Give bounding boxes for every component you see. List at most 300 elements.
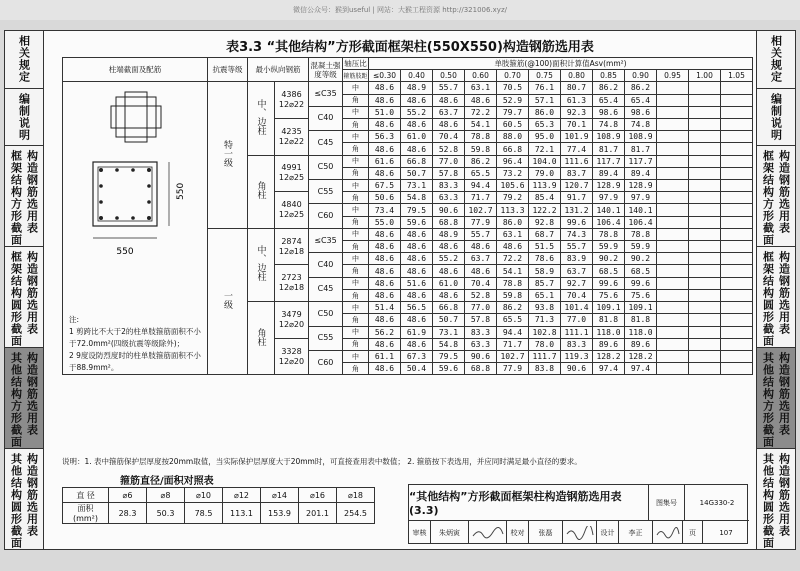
area-value <box>721 155 753 167</box>
area-value <box>689 277 721 289</box>
concrete-grade: C50 <box>309 302 343 326</box>
area-value: 90.2 <box>625 253 657 265</box>
area-value <box>689 363 721 375</box>
stirrup-area-header: 单肢箍筋(@100)面积计算值Asv(mm²) <box>369 58 753 70</box>
area-value: 48.9 <box>401 82 433 94</box>
table-title: 表3.3 “其他结构”方形截面框架柱(550X550)构造钢筋选用表 <box>226 40 594 55</box>
area-value: 48.6 <box>433 118 465 130</box>
bar-area: 153.9 <box>261 503 299 524</box>
area-value: 67.3 <box>401 350 433 362</box>
area-value: 65.5 <box>497 314 529 326</box>
area-value: 55.7 <box>465 228 497 240</box>
position-mark: 中 <box>343 106 369 118</box>
position-mark: 中 <box>343 131 369 143</box>
area-value <box>689 216 721 228</box>
area-value: 48.6 <box>433 289 465 301</box>
position-mark: 角 <box>343 289 369 301</box>
area-value <box>689 314 721 326</box>
area-value <box>721 241 753 253</box>
section-sublabel: 构造钢筋选用表 <box>777 352 791 436</box>
area-value: 89.4 <box>625 167 657 179</box>
area-value: 101.9 <box>561 131 593 143</box>
area-value: 102.8 <box>529 326 561 338</box>
area-value: 50.4 <box>401 363 433 375</box>
area-value: 59.8 <box>497 289 529 301</box>
review-name: 朱炳寅 <box>431 521 469 544</box>
area-value: 92.8 <box>529 216 561 228</box>
area-value: 63.1 <box>465 82 497 94</box>
area-value <box>689 228 721 240</box>
area-value <box>721 167 753 179</box>
section-sublabel: 构造钢筋选用表 <box>25 453 39 537</box>
area-value: 70.4 <box>433 131 465 143</box>
area-value <box>689 241 721 253</box>
area-value <box>689 155 721 167</box>
min-bars-header: 最小纵向钢筋 <box>248 58 309 82</box>
area-value: 48.6 <box>401 338 433 350</box>
area-value <box>657 253 689 265</box>
area-value: 97.4 <box>593 363 625 375</box>
design-label: 设计 <box>597 521 619 544</box>
area-value: 48.6 <box>401 241 433 253</box>
area-value: 77.0 <box>433 155 465 167</box>
area-value: 68.5 <box>593 265 625 277</box>
section-sublabel: 构造钢筋选用表 <box>25 352 39 436</box>
area-value: 94.4 <box>465 180 497 192</box>
area-value: 105.6 <box>497 180 529 192</box>
position-mark: 角 <box>343 363 369 375</box>
area-value <box>657 155 689 167</box>
area-value <box>721 289 753 301</box>
area-value: 131.2 <box>561 204 593 216</box>
area-value: 57.8 <box>433 167 465 179</box>
area-value <box>689 338 721 350</box>
area-value <box>721 118 753 130</box>
area-value <box>689 94 721 106</box>
review-signature <box>469 521 507 544</box>
area-value: 78.6 <box>529 253 561 265</box>
area-value: 54.1 <box>497 265 529 277</box>
area-value: 86.2 <box>593 82 625 94</box>
area-value <box>721 277 753 289</box>
position-mark: 中 <box>343 180 369 192</box>
section-label: 框架结构方形截面 <box>9 150 23 246</box>
area-value: 48.6 <box>465 265 497 277</box>
position-mark: 角 <box>343 265 369 277</box>
sidebar-right-section-0[interactable] <box>757 31 795 89</box>
area-value: 80.7 <box>561 82 593 94</box>
area-value: 86.0 <box>497 216 529 228</box>
area-value: 56.2 <box>369 326 401 338</box>
page-label: 页 <box>683 521 703 544</box>
area-value: 48.6 <box>401 253 433 265</box>
area-value: 55.2 <box>433 253 465 265</box>
section-sublabel: 构造钢筋选用表 <box>777 150 791 234</box>
bar-area: 254.5 <box>337 503 375 524</box>
area-value: 52.8 <box>465 289 497 301</box>
area-value <box>721 326 753 338</box>
position-mark: 中 <box>343 82 369 94</box>
section-label: 框架结构圆形截面 <box>761 251 775 347</box>
area-value: 50.7 <box>401 167 433 179</box>
position-mark: 角 <box>343 94 369 106</box>
area-value: 73.2 <box>497 167 529 179</box>
sidebar-right-section-2[interactable] <box>757 146 795 247</box>
area-value <box>657 338 689 350</box>
area-value: 66.8 <box>497 143 529 155</box>
area-value <box>721 94 753 106</box>
section-sublabel: 构造钢筋选用表 <box>777 453 791 537</box>
section-sublabel: 构造钢筋选用表 <box>777 251 791 335</box>
area-value: 92.7 <box>561 277 593 289</box>
min-bar-spec: 3479 12⌀20 <box>275 302 309 339</box>
area-value: 56.5 <box>401 302 433 314</box>
bar-area: 78.5 <box>185 503 223 524</box>
area-value: 79.5 <box>433 350 465 362</box>
area-value: 66.8 <box>433 302 465 314</box>
area-value: 99.6 <box>625 277 657 289</box>
concrete-grade: C55 <box>309 180 343 204</box>
area-value: 48.6 <box>401 118 433 130</box>
area-value: 99.6 <box>561 216 593 228</box>
area-value: 59.6 <box>433 363 465 375</box>
area-value: 48.6 <box>369 277 401 289</box>
area-value <box>657 228 689 240</box>
area-value: 74.3 <box>561 228 593 240</box>
area-value: 51.0 <box>369 106 401 118</box>
area-value: 77.0 <box>465 302 497 314</box>
bar-area: 201.1 <box>299 503 337 524</box>
bar-table-title: 箍筋直径/面积对照表 <box>120 476 214 487</box>
area-value: 98.6 <box>593 106 625 118</box>
height-dimension: 550 <box>176 183 186 201</box>
area-value <box>689 204 721 216</box>
ratio-header: 1.00 <box>689 70 721 82</box>
area-value <box>721 350 753 362</box>
area-value: 48.6 <box>369 314 401 326</box>
area-value: 79.7 <box>497 106 529 118</box>
area-value: 78.8 <box>625 228 657 240</box>
area-value: 48.6 <box>369 167 401 179</box>
area-value: 78.8 <box>593 228 625 240</box>
note-line: 2 9度设防烈度时的柱单肢箍筋面积不小于88.9mm²。 <box>69 351 201 373</box>
stirrup-detail-icon <box>111 92 161 142</box>
area-value: 128.9 <box>593 180 625 192</box>
area-value: 106.4 <box>625 216 657 228</box>
section-header: 柱端截面及配筋 <box>63 58 208 82</box>
seismic-grade: 一级 <box>208 228 248 375</box>
area-value: 68.8 <box>433 216 465 228</box>
min-bar-spec: 2874 12⌀18 <box>275 228 309 265</box>
sidebar-right-section-3[interactable] <box>757 247 795 348</box>
area-value: 51.4 <box>369 302 401 314</box>
area-value: 74.8 <box>593 118 625 130</box>
area-value <box>721 302 753 314</box>
area-value: 59.6 <box>401 216 433 228</box>
area-value <box>689 253 721 265</box>
bar-area-label: 面积(mm²) <box>63 503 109 524</box>
area-value: 83.3 <box>433 180 465 192</box>
area-value: 51.5 <box>529 241 561 253</box>
section-sublabel: 构造钢筋选用表 <box>25 150 39 234</box>
area-value: 89.6 <box>593 338 625 350</box>
area-value <box>721 265 753 277</box>
area-value: 88.0 <box>497 131 529 143</box>
area-value: 65.4 <box>593 94 625 106</box>
area-value: 118.0 <box>625 326 657 338</box>
ratio-header: 0.70 <box>497 70 529 82</box>
area-value: 57.1 <box>529 94 561 106</box>
area-value: 66.8 <box>401 155 433 167</box>
area-value: 93.8 <box>529 302 561 314</box>
area-value: 128.9 <box>625 180 657 192</box>
area-value: 48.6 <box>369 363 401 375</box>
area-value: 77.0 <box>561 314 593 326</box>
area-value: 63.7 <box>433 106 465 118</box>
area-value: 60.5 <box>497 118 529 130</box>
area-value <box>657 289 689 301</box>
area-value: 86.2 <box>465 155 497 167</box>
area-value: 122.2 <box>529 204 561 216</box>
area-value: 111.6 <box>561 155 593 167</box>
ratio-header: 1.05 <box>721 70 753 82</box>
position-mark: 中 <box>343 228 369 240</box>
concrete-grade: ≤C35 <box>309 82 343 106</box>
area-value: 48.6 <box>369 253 401 265</box>
column-position: 角柱 <box>248 155 275 228</box>
position-mark: 角 <box>343 314 369 326</box>
area-value: 63.7 <box>465 253 497 265</box>
area-value: 101.4 <box>561 302 593 314</box>
area-value: 65.5 <box>465 167 497 179</box>
area-value: 48.6 <box>369 338 401 350</box>
area-value: 51.6 <box>401 277 433 289</box>
area-value: 79.0 <box>529 167 561 179</box>
area-value <box>657 82 689 94</box>
area-value <box>657 118 689 130</box>
area-value: 48.6 <box>433 241 465 253</box>
ratio-header: 0.85 <box>593 70 625 82</box>
area-value: 68.7 <box>529 228 561 240</box>
area-value: 79.5 <box>401 204 433 216</box>
watermark-bar: 微信公众号：猴到useful | 网站：大猴工程资源 http://321006.xyz/ <box>0 0 800 20</box>
signature-scribble-icon <box>655 526 681 540</box>
area-value <box>721 314 753 326</box>
area-value: 63.3 <box>433 192 465 204</box>
area-value: 81.8 <box>593 314 625 326</box>
bar-diameter: ⌀16 <box>299 488 337 503</box>
area-value: 67.5 <box>369 180 401 192</box>
area-value: 118.0 <box>593 326 625 338</box>
area-value: 48.6 <box>369 118 401 130</box>
area-value: 128.2 <box>625 350 657 362</box>
area-value <box>657 106 689 118</box>
check-signature <box>563 521 597 544</box>
axial-header: 轴压比 <box>344 59 367 69</box>
area-value: 48.6 <box>465 241 497 253</box>
area-value <box>721 253 753 265</box>
area-value: 73.1 <box>433 326 465 338</box>
area-value: 55.7 <box>561 241 593 253</box>
area-value: 94.4 <box>497 326 529 338</box>
sidebar-right-section-5[interactable] <box>757 449 795 549</box>
design-name: 李正 <box>619 521 653 544</box>
area-value: 52.9 <box>497 94 529 106</box>
area-value: 119.3 <box>561 350 593 362</box>
area-value: 77.9 <box>497 363 529 375</box>
area-value: 48.6 <box>369 289 401 301</box>
area-value: 72.1 <box>529 143 561 155</box>
area-value: 85.4 <box>529 192 561 204</box>
area-value: 55.0 <box>369 216 401 228</box>
bar-diameter: ⌀18 <box>337 488 375 503</box>
corner-label: 箍筋肢距 <box>343 70 369 82</box>
area-value: 111.7 <box>529 350 561 362</box>
area-value: 72.2 <box>465 106 497 118</box>
area-value: 71.7 <box>465 192 497 204</box>
note-line: 注: <box>69 315 80 325</box>
area-value: 104.0 <box>529 155 561 167</box>
area-value <box>721 338 753 350</box>
area-value: 61.3 <box>561 94 593 106</box>
ratio-header: 0.60 <box>465 70 497 82</box>
area-value: 89.6 <box>625 338 657 350</box>
position-mark: 中 <box>343 204 369 216</box>
sidebar-left-section-4[interactable] <box>5 348 43 449</box>
width-dimension: 550 <box>116 247 134 258</box>
area-value <box>657 94 689 106</box>
min-bar-spec: 4991 12⌀25 <box>275 155 309 192</box>
area-value: 48.6 <box>369 241 401 253</box>
note-line: 1 剪跨比不大于2的柱单肢箍筋面积不小于72.0mm²(四级抗震等级除外)； <box>69 327 201 349</box>
area-value <box>657 302 689 314</box>
area-value: 70.5 <box>497 82 529 94</box>
area-value: 74.8 <box>625 118 657 130</box>
area-value: 48.6 <box>433 265 465 277</box>
area-value: 90.6 <box>433 204 465 216</box>
column-position: 角柱 <box>248 302 275 375</box>
area-value: 75.6 <box>593 289 625 301</box>
min-bar-spec: 4386 12⌀22 <box>275 82 309 119</box>
area-value: 55.2 <box>401 106 433 118</box>
area-value: 140.1 <box>625 204 657 216</box>
area-value: 48.6 <box>433 94 465 106</box>
concrete-grade: C45 <box>309 131 343 155</box>
design-signature <box>653 521 683 544</box>
area-value: 120.7 <box>561 180 593 192</box>
title-block <box>408 484 748 544</box>
area-value: 83.3 <box>465 326 497 338</box>
area-value: 117.7 <box>593 155 625 167</box>
area-value <box>657 204 689 216</box>
area-value <box>689 82 721 94</box>
area-value <box>657 265 689 277</box>
area-value: 72.2 <box>497 253 529 265</box>
sidebar-right-section-4[interactable] <box>757 348 795 449</box>
area-value <box>689 167 721 179</box>
area-value: 61.0 <box>401 131 433 143</box>
area-value <box>721 204 753 216</box>
ratio-header: 0.80 <box>561 70 593 82</box>
area-value: 83.9 <box>561 253 593 265</box>
area-value: 78.8 <box>465 131 497 143</box>
area-value: 50.7 <box>433 314 465 326</box>
area-value <box>689 289 721 301</box>
concrete-grade: C45 <box>309 277 343 301</box>
area-value: 97.4 <box>625 363 657 375</box>
rebar-selection-table <box>62 57 753 375</box>
sidebar-left-section-5[interactable] <box>5 449 43 549</box>
area-value: 83.7 <box>561 167 593 179</box>
area-value: 55.7 <box>433 82 465 94</box>
area-value <box>721 192 753 204</box>
seismic-header: 抗震等级 <box>208 58 248 82</box>
area-value: 140.1 <box>593 204 625 216</box>
area-value: 48.6 <box>369 143 401 155</box>
ratio-header: 0.75 <box>529 70 561 82</box>
check-label: 校对 <box>507 521 529 544</box>
area-value <box>721 106 753 118</box>
section-sublabel: 构造钢筋选用表 <box>25 251 39 335</box>
area-value: 54.1 <box>465 118 497 130</box>
sidebar-left-section-0[interactable] <box>5 31 43 89</box>
area-value: 83.3 <box>561 338 593 350</box>
area-value: 102.7 <box>497 350 529 362</box>
area-value: 54.8 <box>401 192 433 204</box>
area-value: 98.6 <box>625 106 657 118</box>
ratio-header: 0.95 <box>657 70 689 82</box>
area-value: 97.9 <box>593 192 625 204</box>
area-value: 81.7 <box>593 143 625 155</box>
area-value: 108.9 <box>625 131 657 143</box>
concrete-grade: C55 <box>309 326 343 350</box>
sidebar-left-section-2[interactable] <box>5 146 43 247</box>
area-value <box>721 131 753 143</box>
min-bar-spec: 3328 12⌀20 <box>275 338 309 375</box>
min-bar-spec: 4235 12⌀22 <box>275 118 309 155</box>
area-value: 79.2 <box>497 192 529 204</box>
area-value: 106.4 <box>593 216 625 228</box>
bar-area: 113.1 <box>223 503 261 524</box>
area-value <box>689 265 721 277</box>
area-value: 71.3 <box>529 314 561 326</box>
concrete-grade: C40 <box>309 253 343 277</box>
position-mark: 角 <box>343 167 369 179</box>
sidebar-left-section-1[interactable] <box>5 89 43 147</box>
area-value: 102.7 <box>465 204 497 216</box>
area-value: 86.0 <box>529 106 561 118</box>
area-value: 48.6 <box>369 94 401 106</box>
ratio-header: ≤0.30 <box>369 70 401 82</box>
position-mark: 角 <box>343 216 369 228</box>
min-bar-spec: 4840 12⌀25 <box>275 192 309 229</box>
area-value <box>689 180 721 192</box>
section-label: 其他结构方形截面 <box>761 352 775 448</box>
area-value <box>657 326 689 338</box>
section-label: 其他结构圆形截面 <box>9 453 23 549</box>
sidebar-right-section-1[interactable] <box>757 89 795 147</box>
bar-area: 28.3 <box>109 503 147 524</box>
sidebar-left-section-3[interactable] <box>5 247 43 348</box>
area-value: 50.6 <box>369 192 401 204</box>
area-value <box>657 131 689 143</box>
area-value: 54.8 <box>433 338 465 350</box>
section-diagram-cell <box>63 82 208 375</box>
section-label: 编制说明 <box>769 92 783 141</box>
concrete-header: 混凝土强度等级 <box>309 58 343 82</box>
area-value: 57.8 <box>465 314 497 326</box>
area-value: 92.3 <box>561 106 593 118</box>
